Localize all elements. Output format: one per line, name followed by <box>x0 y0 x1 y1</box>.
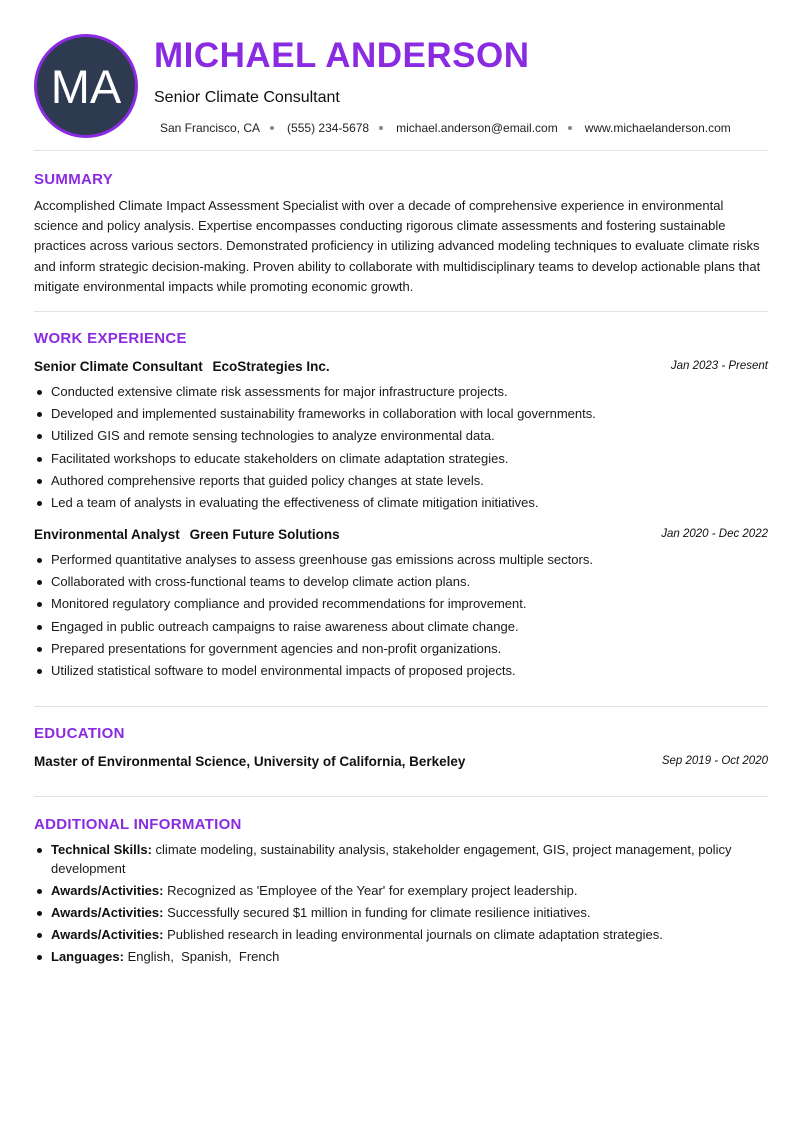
item-text: Successfully secured $1 million in funding for climate resilience initiatives. <box>167 904 591 920</box>
job-role: Environmental Analyst <box>34 527 180 542</box>
job-bullets <box>34 381 768 514</box>
list-item: Conducted extensive climate risk assessments for major infrastructure projects. <box>34 381 768 403</box>
item-text: Recognized as 'Employee of the Year' for exemplary project leadership. <box>167 882 578 898</box>
list-item <box>34 948 768 967</box>
separator-dot <box>379 126 383 130</box>
list-item <box>34 882 768 901</box>
summary-heading: SUMMARY <box>34 171 114 188</box>
education-heading: EDUCATION <box>34 725 125 742</box>
additional-info-heading: ADDITIONAL INFORMATION <box>34 816 242 833</box>
item-text: Published research in leading environmental journals on climate adaptation strategies. <box>167 926 663 942</box>
separator-dot <box>270 126 274 130</box>
item-label: Awards/Activities: <box>51 926 164 942</box>
contact-email[interactable]: michael.anderson@email.com <box>396 121 558 135</box>
item-label: Awards/Activities: <box>51 882 164 898</box>
item-text: climate modeling, sustainability analysis, stakeholder engagement, GIS, project management, policy development <box>51 842 732 876</box>
list-item: Performed quantitative analyses to assess greenhouse gas emissions across multiple sectors. <box>34 549 768 571</box>
job-header <box>34 527 768 545</box>
summary-text: Accomplished Climate Impact Assessment Specialist with over a decade of comprehensive experience in environmental science and policy analysis. Expertise encompasses conducting rigorous climate assessments and fostering sustainable practices across various sectors. Demonstrated proficiency in utilizing advanced modeling techniques to evaluate climate risks and inform strategic decision-making. Proven ability to collaborate with multidisciplinary teams to develop actionable plans that mitigate environmental impacts while promoting economic growth. <box>34 198 761 294</box>
candidate-title: Senior Climate Consultant <box>154 89 340 106</box>
list-item <box>34 904 768 923</box>
education-degree: Master of Environmental Science, University of California, Berkeley <box>34 754 466 769</box>
list-item: Monitored regulatory compliance and provided recommendations for improvement. <box>34 593 768 615</box>
job-bullets <box>34 549 768 682</box>
additional-info-list <box>34 841 768 970</box>
list-item: Facilitated workshops to educate stakeholders on climate adaptation strategies. <box>34 448 768 470</box>
list-item: Collaborated with cross-functional teams to develop climate action plans. <box>34 571 768 593</box>
item-label: Awards/Activities: <box>51 904 164 920</box>
list-item <box>34 841 768 878</box>
item-label: Languages: <box>51 949 124 964</box>
job-dates: Jan 2023 - Present <box>670 360 768 372</box>
list-item: Led a team of analysts in evaluating the effectiveness of climate mitigation initiatives. <box>34 492 768 514</box>
item-label: Technical Skills: <box>51 842 152 857</box>
avatar-initials: MA <box>50 59 122 113</box>
separator-dot <box>568 126 572 130</box>
list-item: Authored comprehensive reports that guided policy changes at state levels. <box>34 470 768 492</box>
resume-header <box>34 34 768 138</box>
list-item: Utilized statistical software to model environmental impacts of proposed projects. <box>34 660 768 682</box>
education-entry <box>34 753 768 771</box>
contact-phone: (555) 234-5678 <box>287 121 370 135</box>
contact-website[interactable]: www.michaelanderson.com <box>584 121 731 135</box>
candidate-name: MICHAEL ANDERSON <box>154 36 530 75</box>
contact-line <box>160 121 731 135</box>
item-text: English, Spanish, French <box>127 949 280 964</box>
job-company: Green Future Solutions <box>189 527 340 542</box>
list-item: Engaged in public outreach campaigns to raise awareness about climate change. <box>34 616 768 638</box>
job-role: Senior Climate Consultant <box>34 359 203 374</box>
list-item: Utilized GIS and remote sensing technologies to analyze environmental data. <box>34 425 768 447</box>
job-dates: Jan 2020 - Dec 2022 <box>661 528 768 540</box>
contact-location: San Francisco, CA <box>160 121 261 135</box>
divider <box>34 796 768 797</box>
divider <box>34 150 768 151</box>
divider <box>34 706 768 707</box>
divider <box>34 311 768 312</box>
list-item: Developed and implemented sustainability frameworks in collaboration with local governments. <box>34 403 768 425</box>
job-header <box>34 359 768 377</box>
avatar <box>34 34 138 138</box>
list-item: Prepared presentations for government agencies and non-profit organizations. <box>34 638 768 660</box>
job-company: EcoStrategies Inc. <box>212 359 330 374</box>
list-item <box>34 926 768 945</box>
education-dates: Sep 2019 - Oct 2020 <box>661 755 768 767</box>
work-experience-heading: WORK EXPERIENCE <box>34 330 187 347</box>
